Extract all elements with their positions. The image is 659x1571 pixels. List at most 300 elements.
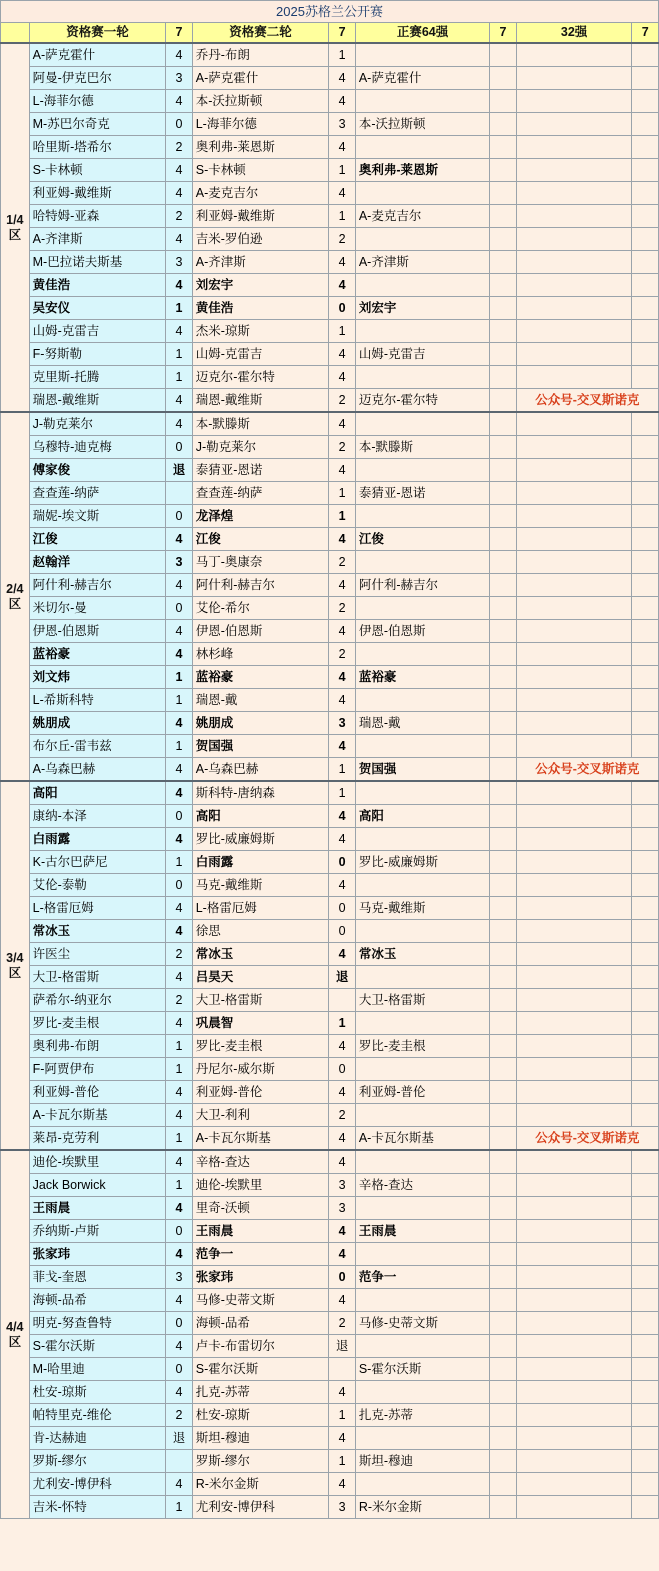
round1-player: 大卫-格雷斯 bbox=[29, 966, 166, 989]
round2-player: A-萨克霍什 bbox=[192, 67, 329, 90]
round2-player: 瑞恩-戴 bbox=[192, 689, 329, 712]
last32-player bbox=[516, 551, 632, 574]
round2-score: 1 bbox=[329, 482, 355, 505]
last32-player bbox=[516, 1358, 632, 1381]
zone-label-2: 2/4 区 bbox=[1, 412, 30, 781]
round1-player: 赵翰洋 bbox=[29, 551, 166, 574]
main64-player bbox=[355, 1197, 489, 1220]
main64-score bbox=[490, 828, 516, 851]
last32-score bbox=[632, 620, 659, 643]
last32-player bbox=[516, 1220, 632, 1243]
last32-score bbox=[632, 459, 659, 482]
round1-score: 2 bbox=[166, 989, 192, 1012]
round2-player: 里奇-沃顿 bbox=[192, 1197, 329, 1220]
round1-player: 伊恩-伯恩斯 bbox=[29, 620, 166, 643]
zone-label-4: 4/4 区 bbox=[1, 1150, 30, 1519]
round1-player: L-希斯科特 bbox=[29, 689, 166, 712]
last32-player bbox=[516, 90, 632, 113]
last32-score bbox=[632, 505, 659, 528]
main64-player: 伊恩-伯恩斯 bbox=[355, 620, 489, 643]
main64-player: 罗比-威廉姆斯 bbox=[355, 851, 489, 874]
main64-player: 江俊 bbox=[355, 528, 489, 551]
last32-score bbox=[632, 436, 659, 459]
round1-player: 利亚姆-戴维斯 bbox=[29, 182, 166, 205]
round2-score: 4 bbox=[329, 1081, 355, 1104]
main64-score bbox=[490, 1174, 516, 1197]
main64-score bbox=[490, 90, 516, 113]
round1-score: 4 bbox=[166, 1289, 192, 1312]
last32-score bbox=[632, 228, 659, 251]
main64-score bbox=[490, 182, 516, 205]
round1-score: 0 bbox=[166, 436, 192, 459]
main64-score bbox=[490, 1335, 516, 1358]
table-row bbox=[1, 758, 659, 782]
last32-score bbox=[632, 343, 659, 366]
last32-player bbox=[516, 1312, 632, 1335]
main64-score bbox=[490, 459, 516, 482]
round1-score: 4 bbox=[166, 90, 192, 113]
main64-player: 罗比-麦圭根 bbox=[355, 1035, 489, 1058]
table-row bbox=[1, 528, 659, 551]
last32-score bbox=[632, 851, 659, 874]
header-score4: 7 bbox=[632, 23, 659, 44]
table-row bbox=[1, 1404, 659, 1427]
round1-player: 瑞恩-戴维斯 bbox=[29, 389, 166, 413]
table-row bbox=[1, 1081, 659, 1104]
last32-player bbox=[516, 343, 632, 366]
table-row bbox=[1, 989, 659, 1012]
round2-player: 高阳 bbox=[192, 805, 329, 828]
header-score3: 7 bbox=[490, 23, 516, 44]
last32-player bbox=[516, 482, 632, 505]
round2-player: 巩晨智 bbox=[192, 1012, 329, 1035]
round2-score: 0 bbox=[329, 1058, 355, 1081]
main64-score bbox=[490, 551, 516, 574]
main64-score bbox=[490, 1220, 516, 1243]
round2-player: 大卫-格雷斯 bbox=[192, 989, 329, 1012]
table-row bbox=[1, 1335, 659, 1358]
table-row bbox=[1, 1358, 659, 1381]
main64-player bbox=[355, 735, 489, 758]
main64-score bbox=[490, 712, 516, 735]
round2-player: 吉米-罗伯逊 bbox=[192, 228, 329, 251]
last32-player bbox=[516, 320, 632, 343]
header-last32: 32强 bbox=[516, 23, 632, 44]
main64-player bbox=[355, 1289, 489, 1312]
main64-score bbox=[490, 1150, 516, 1174]
round1-player: 吴安仪 bbox=[29, 297, 166, 320]
last32-player bbox=[516, 67, 632, 90]
round1-player: 帕特里克-维伦 bbox=[29, 1404, 166, 1427]
main64-score bbox=[490, 528, 516, 551]
round1-score: 4 bbox=[166, 1381, 192, 1404]
round1-player: 肯-达赫迪 bbox=[29, 1427, 166, 1450]
round1-player: 乌穆特-迪克梅 bbox=[29, 436, 166, 459]
round1-player: 阿曼-伊克巴尔 bbox=[29, 67, 166, 90]
last32-score bbox=[632, 1312, 659, 1335]
main64-score bbox=[490, 1012, 516, 1035]
main64-player bbox=[355, 1104, 489, 1127]
last32-player bbox=[516, 228, 632, 251]
round2-score: 退 bbox=[329, 966, 355, 989]
round2-player: 泰猜亚-恩诺 bbox=[192, 459, 329, 482]
round1-score: 4 bbox=[166, 43, 192, 67]
main64-player bbox=[355, 43, 489, 67]
round1-score: 4 bbox=[166, 966, 192, 989]
table-row bbox=[1, 67, 659, 90]
round1-player: Jack Borwick bbox=[29, 1174, 166, 1197]
round2-score bbox=[329, 1358, 355, 1381]
round2-score: 3 bbox=[329, 113, 355, 136]
round2-score: 0 bbox=[329, 297, 355, 320]
round1-score: 4 bbox=[166, 1150, 192, 1174]
table-row bbox=[1, 1381, 659, 1404]
main64-player bbox=[355, 689, 489, 712]
last32-player bbox=[516, 436, 632, 459]
last32-score bbox=[632, 943, 659, 966]
last32-player bbox=[516, 1058, 632, 1081]
main64-player: 蓝裕豪 bbox=[355, 666, 489, 689]
last32-player bbox=[516, 1404, 632, 1427]
last32-score bbox=[632, 1335, 659, 1358]
round1-player: A-卡瓦尔斯基 bbox=[29, 1104, 166, 1127]
round2-score: 2 bbox=[329, 1104, 355, 1127]
main64-player: A-麦克吉尔 bbox=[355, 205, 489, 228]
last32-score bbox=[632, 989, 659, 1012]
round1-score: 1 bbox=[166, 689, 192, 712]
round1-score: 1 bbox=[166, 1496, 192, 1519]
table-row bbox=[1, 551, 659, 574]
round1-score: 0 bbox=[166, 1220, 192, 1243]
round2-player: 常冰玉 bbox=[192, 943, 329, 966]
main64-player bbox=[355, 781, 489, 805]
main64-score bbox=[490, 597, 516, 620]
round1-score: 1 bbox=[166, 1127, 192, 1151]
last32-player bbox=[516, 1197, 632, 1220]
table-row bbox=[1, 228, 659, 251]
round1-score: 4 bbox=[166, 781, 192, 805]
round1-score: 2 bbox=[166, 943, 192, 966]
round1-player: 白雨露 bbox=[29, 828, 166, 851]
last32-score bbox=[632, 274, 659, 297]
table-row bbox=[1, 1174, 659, 1197]
table-row bbox=[1, 205, 659, 228]
last32-score bbox=[632, 1197, 659, 1220]
table-row bbox=[1, 897, 659, 920]
main64-score bbox=[490, 897, 516, 920]
table-row bbox=[1, 1496, 659, 1519]
table-row bbox=[1, 1012, 659, 1035]
main64-score bbox=[490, 989, 516, 1012]
round1-player: 阿什利-赫吉尔 bbox=[29, 574, 166, 597]
main64-score bbox=[490, 297, 516, 320]
round1-score: 1 bbox=[166, 366, 192, 389]
main64-player bbox=[355, 1427, 489, 1450]
round1-player: A-齐津斯 bbox=[29, 228, 166, 251]
round1-score: 4 bbox=[166, 1335, 192, 1358]
promo-text: 公众号-交叉斯诺克 bbox=[516, 1127, 658, 1151]
last32-player bbox=[516, 966, 632, 989]
last32-score bbox=[632, 1427, 659, 1450]
main64-player: 奥利弗-莱恩斯 bbox=[355, 159, 489, 182]
main64-player bbox=[355, 459, 489, 482]
round1-score: 4 bbox=[166, 620, 192, 643]
main64-player: 贺国强 bbox=[355, 758, 489, 782]
main64-player bbox=[355, 1243, 489, 1266]
round2-player: S-卡林顿 bbox=[192, 159, 329, 182]
last32-player bbox=[516, 574, 632, 597]
main64-score bbox=[490, 1496, 516, 1519]
main64-score bbox=[490, 1104, 516, 1127]
last32-player bbox=[516, 205, 632, 228]
header-round1: 资格赛一轮 bbox=[29, 23, 166, 44]
main64-score bbox=[490, 620, 516, 643]
round1-score bbox=[166, 1450, 192, 1473]
round2-score: 4 bbox=[329, 805, 355, 828]
round2-score: 4 bbox=[329, 412, 355, 436]
round2-player: 乔丹-布朗 bbox=[192, 43, 329, 67]
main64-player: 阿什利-赫吉尔 bbox=[355, 574, 489, 597]
round1-player: 利亚姆-普伦 bbox=[29, 1081, 166, 1104]
round1-player: 傅家俊 bbox=[29, 459, 166, 482]
round1-score: 2 bbox=[166, 1404, 192, 1427]
round2-score: 3 bbox=[329, 712, 355, 735]
main64-player: 范争一 bbox=[355, 1266, 489, 1289]
main64-player bbox=[355, 1058, 489, 1081]
round1-score: 4 bbox=[166, 828, 192, 851]
round2-score: 2 bbox=[329, 551, 355, 574]
round2-score: 4 bbox=[329, 1381, 355, 1404]
round2-player: A-麦克吉尔 bbox=[192, 182, 329, 205]
main64-player bbox=[355, 828, 489, 851]
round1-player: 姚朋成 bbox=[29, 712, 166, 735]
table-row bbox=[1, 781, 659, 805]
table-row bbox=[1, 874, 659, 897]
round2-player: 艾伦-希尔 bbox=[192, 597, 329, 620]
last32-player bbox=[516, 1473, 632, 1496]
round1-score: 2 bbox=[166, 205, 192, 228]
last32-score bbox=[632, 643, 659, 666]
table-row bbox=[1, 1450, 659, 1473]
round1-score: 4 bbox=[166, 758, 192, 782]
last32-player bbox=[516, 366, 632, 389]
main64-player bbox=[355, 320, 489, 343]
main64-score bbox=[490, 851, 516, 874]
main64-score bbox=[490, 228, 516, 251]
last32-score bbox=[632, 874, 659, 897]
header-score1: 7 bbox=[166, 23, 192, 44]
round1-score: 4 bbox=[166, 920, 192, 943]
round2-player: 奥利弗-莱恩斯 bbox=[192, 136, 329, 159]
last32-score bbox=[632, 182, 659, 205]
round2-player: 丹尼尔-威尔斯 bbox=[192, 1058, 329, 1081]
round2-player: 罗比-麦圭根 bbox=[192, 1035, 329, 1058]
round1-score: 4 bbox=[166, 1243, 192, 1266]
round1-player: 尤利安-博伊科 bbox=[29, 1473, 166, 1496]
last32-score bbox=[632, 251, 659, 274]
last32-score bbox=[632, 1243, 659, 1266]
round2-score: 4 bbox=[329, 1220, 355, 1243]
round1-score: 4 bbox=[166, 274, 192, 297]
table-row bbox=[1, 412, 659, 436]
main64-player bbox=[355, 90, 489, 113]
round2-player: 本-沃拉斯顿 bbox=[192, 90, 329, 113]
round1-score: 0 bbox=[166, 113, 192, 136]
round2-player: 斯科特-唐纳森 bbox=[192, 781, 329, 805]
last32-score bbox=[632, 1220, 659, 1243]
last32-player bbox=[516, 874, 632, 897]
table-row bbox=[1, 389, 659, 413]
main64-player bbox=[355, 228, 489, 251]
round1-player: A-萨克霍什 bbox=[29, 43, 166, 67]
round2-player: 伊恩-伯恩斯 bbox=[192, 620, 329, 643]
round2-player: L-海菲尔德 bbox=[192, 113, 329, 136]
round1-player: S-霍尔沃斯 bbox=[29, 1335, 166, 1358]
round2-score: 4 bbox=[329, 528, 355, 551]
round2-score: 1 bbox=[329, 505, 355, 528]
promo-text: 公众号-交叉斯诺克 bbox=[516, 389, 658, 413]
main64-player: S-霍尔沃斯 bbox=[355, 1358, 489, 1381]
table-row bbox=[1, 482, 659, 505]
round1-player: L-海菲尔德 bbox=[29, 90, 166, 113]
round1-player: M-巴拉诺夫斯基 bbox=[29, 251, 166, 274]
table-row bbox=[1, 851, 659, 874]
round2-score: 退 bbox=[329, 1335, 355, 1358]
round1-player: M-苏巴尔奇克 bbox=[29, 113, 166, 136]
table-row bbox=[1, 689, 659, 712]
last32-score bbox=[632, 320, 659, 343]
main64-score bbox=[490, 1450, 516, 1473]
main64-player bbox=[355, 551, 489, 574]
main64-player: 迈克尔-霍尔特 bbox=[355, 389, 489, 413]
round2-player: 林杉峰 bbox=[192, 643, 329, 666]
round2-player: 罗比-威廉姆斯 bbox=[192, 828, 329, 851]
last32-player bbox=[516, 943, 632, 966]
last32-score bbox=[632, 1012, 659, 1035]
round2-player: 张家玮 bbox=[192, 1266, 329, 1289]
round2-player: 本-默滕斯 bbox=[192, 412, 329, 436]
round1-player: F-阿贾伊布 bbox=[29, 1058, 166, 1081]
last32-score bbox=[632, 897, 659, 920]
main64-score bbox=[490, 482, 516, 505]
main64-score bbox=[490, 1081, 516, 1104]
table-row bbox=[1, 436, 659, 459]
main64-player bbox=[355, 136, 489, 159]
round2-score: 1 bbox=[329, 320, 355, 343]
last32-score bbox=[632, 920, 659, 943]
table-row bbox=[1, 574, 659, 597]
round1-player: 常冰玉 bbox=[29, 920, 166, 943]
round1-player: 罗斯-缪尔 bbox=[29, 1450, 166, 1473]
last32-score bbox=[632, 482, 659, 505]
round2-score: 4 bbox=[329, 1243, 355, 1266]
main64-player: A-萨克霍什 bbox=[355, 67, 489, 90]
table-row bbox=[1, 620, 659, 643]
round1-player: S-卡林顿 bbox=[29, 159, 166, 182]
main64-player: 本-默滕斯 bbox=[355, 436, 489, 459]
last32-score bbox=[632, 113, 659, 136]
main64-score bbox=[490, 320, 516, 343]
round2-score: 4 bbox=[329, 366, 355, 389]
round2-player: 蓝裕豪 bbox=[192, 666, 329, 689]
round2-player: A-卡瓦尔斯基 bbox=[192, 1127, 329, 1151]
round1-score: 4 bbox=[166, 228, 192, 251]
round2-score: 4 bbox=[329, 1150, 355, 1174]
table-row bbox=[1, 43, 659, 67]
last32-score bbox=[632, 528, 659, 551]
round1-score: 4 bbox=[166, 1197, 192, 1220]
main64-score bbox=[490, 920, 516, 943]
last32-player bbox=[516, 989, 632, 1012]
last32-score bbox=[632, 1473, 659, 1496]
last32-player bbox=[516, 528, 632, 551]
last32-score bbox=[632, 412, 659, 436]
last32-player bbox=[516, 805, 632, 828]
main64-player: 马修-史蒂文斯 bbox=[355, 1312, 489, 1335]
last32-score bbox=[632, 205, 659, 228]
round1-score: 0 bbox=[166, 874, 192, 897]
round2-score: 0 bbox=[329, 897, 355, 920]
round2-score: 4 bbox=[329, 274, 355, 297]
round2-score: 0 bbox=[329, 851, 355, 874]
main64-score bbox=[490, 366, 516, 389]
round2-score: 4 bbox=[329, 574, 355, 597]
table-row bbox=[1, 182, 659, 205]
round1-player: A-乌森巴赫 bbox=[29, 758, 166, 782]
round2-score: 3 bbox=[329, 1174, 355, 1197]
last32-score bbox=[632, 1496, 659, 1519]
round2-player: 贺国强 bbox=[192, 735, 329, 758]
main64-score bbox=[490, 343, 516, 366]
last32-player bbox=[516, 251, 632, 274]
table-row bbox=[1, 1289, 659, 1312]
main64-score bbox=[490, 805, 516, 828]
last32-player bbox=[516, 1381, 632, 1404]
table-row bbox=[1, 666, 659, 689]
main64-score bbox=[490, 1381, 516, 1404]
last32-score bbox=[632, 805, 659, 828]
round1-score: 1 bbox=[166, 666, 192, 689]
header-main64: 正赛64强 bbox=[355, 23, 489, 44]
round2-score bbox=[329, 989, 355, 1012]
last32-score bbox=[632, 828, 659, 851]
round1-score: 1 bbox=[166, 1035, 192, 1058]
header-score2: 7 bbox=[329, 23, 355, 44]
table-row bbox=[1, 113, 659, 136]
last32-score bbox=[632, 1358, 659, 1381]
round1-score: 0 bbox=[166, 1358, 192, 1381]
table-row bbox=[1, 966, 659, 989]
main64-score bbox=[490, 1266, 516, 1289]
round2-score: 4 bbox=[329, 251, 355, 274]
last32-score bbox=[632, 1266, 659, 1289]
last32-score bbox=[632, 1081, 659, 1104]
main64-player: 马克-戴维斯 bbox=[355, 897, 489, 920]
round2-score: 0 bbox=[329, 1266, 355, 1289]
round2-score: 1 bbox=[329, 1404, 355, 1427]
round1-player: K-古尔巴萨尼 bbox=[29, 851, 166, 874]
last32-player bbox=[516, 1427, 632, 1450]
main64-score bbox=[490, 574, 516, 597]
round2-score: 1 bbox=[329, 758, 355, 782]
main64-player: 王雨晨 bbox=[355, 1220, 489, 1243]
main64-score bbox=[490, 1127, 516, 1151]
last32-score bbox=[632, 1381, 659, 1404]
main64-player bbox=[355, 597, 489, 620]
main64-score bbox=[490, 758, 516, 782]
main64-player: R-米尔金斯 bbox=[355, 1496, 489, 1519]
last32-player bbox=[516, 666, 632, 689]
